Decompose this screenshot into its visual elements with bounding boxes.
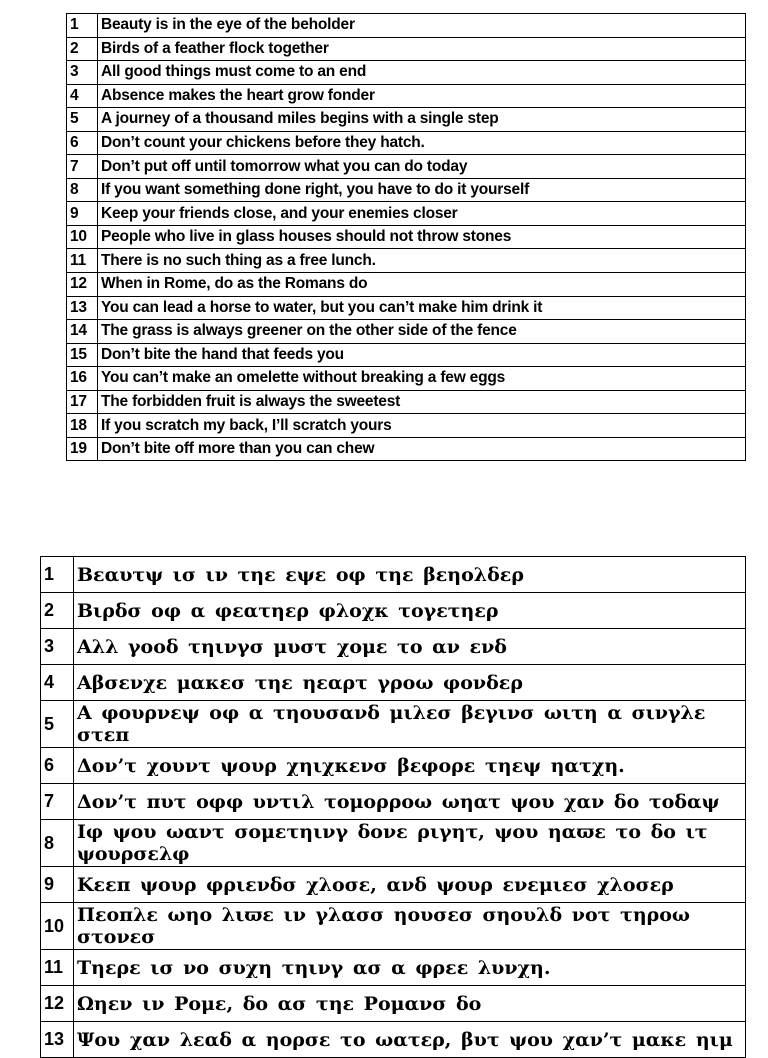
greek-table-row [41,629,746,665]
row-number: 1 [67,14,98,38]
english-table-row [67,14,746,38]
row-number: 2 [67,37,98,61]
row-number: 18 [67,414,98,438]
row-number: 14 [67,320,98,344]
row-number: 9 [41,867,74,903]
greek-table-row [41,557,746,593]
row-number: 13 [67,296,98,320]
greek-table-row [41,665,746,701]
saying-text: Α φουρνεψ οφ α τηουσανδ μιλεσ βεγινσ ωιτη α σινγλε στεπ [74,701,746,748]
saying-text: When in Rome, do as the Romans do [98,273,746,297]
saying-text: If you want something done right, you have to do it yourself [98,178,746,202]
row-number: 1 [41,557,74,593]
greek-table-body [41,557,746,1058]
english-table-row [67,320,746,344]
row-number: 3 [67,61,98,85]
row-number: 9 [67,202,98,226]
english-table-row [67,61,746,85]
row-number: 15 [67,343,98,367]
english-table-row [67,437,746,461]
row-number: 11 [41,950,74,986]
row-number: 12 [67,273,98,297]
greek-transliteration-table [40,556,746,1058]
greek-table-row [41,748,746,784]
row-number: 6 [67,131,98,155]
greek-table-row [41,701,746,748]
english-table-row [67,249,746,273]
saying-text: Ψου χαν λεαδ α ηορσε το ωατερ, βυτ ψου χαν’τ μακε ηιμ [74,1022,746,1058]
saying-text: Δον’τ χουντ ψουρ χηιχκενσ βεφορε τηεψ ηατχη. [74,748,746,784]
saying-text: Don’t bite off more than you can chew [98,437,746,461]
greek-table-row [41,867,746,903]
english-table-row [67,390,746,414]
saying-text: Don’t put off until tomorrow what you can do today [98,155,746,179]
row-number: 10 [67,225,98,249]
row-number: 7 [41,784,74,820]
saying-text: Ωηεν ιν Ρομε, δο ασ τηε Ρομανσ δο [74,986,746,1022]
saying-text: Πεοπλε ωηο λιϖε ιν γλασσ ηουσεσ σηουλδ νοτ τηροω στονεσ [74,903,746,950]
row-number: 11 [67,249,98,273]
saying-text: The grass is always greener on the other side of the fence [98,320,746,344]
saying-text: Δον’τ πυτ οφφ υντιλ τομορροω ωηατ ψου χαν δο τοδαψ [74,784,746,820]
row-number: 17 [67,390,98,414]
saying-text: Beauty is in the eye of the beholder [98,14,746,38]
saying-text: Ιφ ψου ωαντ σομετηινγ δονε ριγητ, ψου ηαϖε το δο ιτ ψουρσελφ [74,820,746,867]
english-table-row [67,37,746,61]
saying-text: Absence makes the heart grow fonder [98,84,746,108]
saying-text: Βεαυτψ ισ ιν τηε εψε οφ τηε βεηολδερ [74,557,746,593]
greek-table-row [41,903,746,950]
saying-text: If you scratch my back, I’ll scratch yours [98,414,746,438]
row-number: 12 [41,986,74,1022]
saying-text: Κεεπ ψουρ φριενδσ χλοσε, ανδ ψουρ ενεμιεσ χλοσερ [74,867,746,903]
saying-text: You can’t make an omelette without breaking a few eggs [98,367,746,391]
english-table-row [67,343,746,367]
saying-text: There is no such thing as a free lunch. [98,249,746,273]
row-number: 3 [41,629,74,665]
english-table-body [67,14,746,461]
saying-text: You can lead a horse to water, but you can’t make him drink it [98,296,746,320]
greek-table-row [41,784,746,820]
english-table-row [67,84,746,108]
saying-text: A journey of a thousand miles begins with a single step [98,108,746,132]
english-table-row [67,367,746,391]
row-number: 7 [67,155,98,179]
greek-table-row [41,986,746,1022]
row-number: 5 [41,701,74,748]
row-number: 8 [67,178,98,202]
english-table-row [67,414,746,438]
saying-text: Βιρδσ οφ α φεατηερ φλοχκ τογετηερ [74,593,746,629]
saying-text: Αλλ γοοδ τηινγσ μυστ χομε το αν ενδ [74,629,746,665]
english-table-row [67,178,746,202]
english-table-row [67,273,746,297]
row-number: 19 [67,437,98,461]
saying-text: Don’t count your chickens before they hatch. [98,131,746,155]
english-sayings-table [66,13,746,461]
english-table-row [67,155,746,179]
saying-text: All good things must come to an end [98,61,746,85]
row-number: 13 [41,1022,74,1058]
saying-text: Birds of a feather flock together [98,37,746,61]
greek-table-row [41,1022,746,1058]
saying-text: Keep your friends close, and your enemies closer [98,202,746,226]
row-number: 2 [41,593,74,629]
row-number: 4 [67,84,98,108]
row-number: 10 [41,903,74,950]
row-number: 8 [41,820,74,867]
greek-table-row [41,950,746,986]
english-table-row [67,202,746,226]
english-table-row [67,108,746,132]
row-number: 5 [67,108,98,132]
english-table-row [67,131,746,155]
english-table-row [67,225,746,249]
row-number: 16 [67,367,98,391]
saying-text: Don’t bite the hand that feeds you [98,343,746,367]
row-number: 4 [41,665,74,701]
english-table-row [67,296,746,320]
saying-text: Αβσενχε μακεσ τηε ηεαρτ γροω φονδερ [74,665,746,701]
saying-text: The forbidden fruit is always the sweetest [98,390,746,414]
greek-table-row [41,593,746,629]
row-number: 6 [41,748,74,784]
greek-table-row [41,820,746,867]
saying-text: People who live in glass houses should not throw stones [98,225,746,249]
saying-text: Τηερε ισ νο συχη τηινγ ασ α φρεε λυνχη. [74,950,746,986]
